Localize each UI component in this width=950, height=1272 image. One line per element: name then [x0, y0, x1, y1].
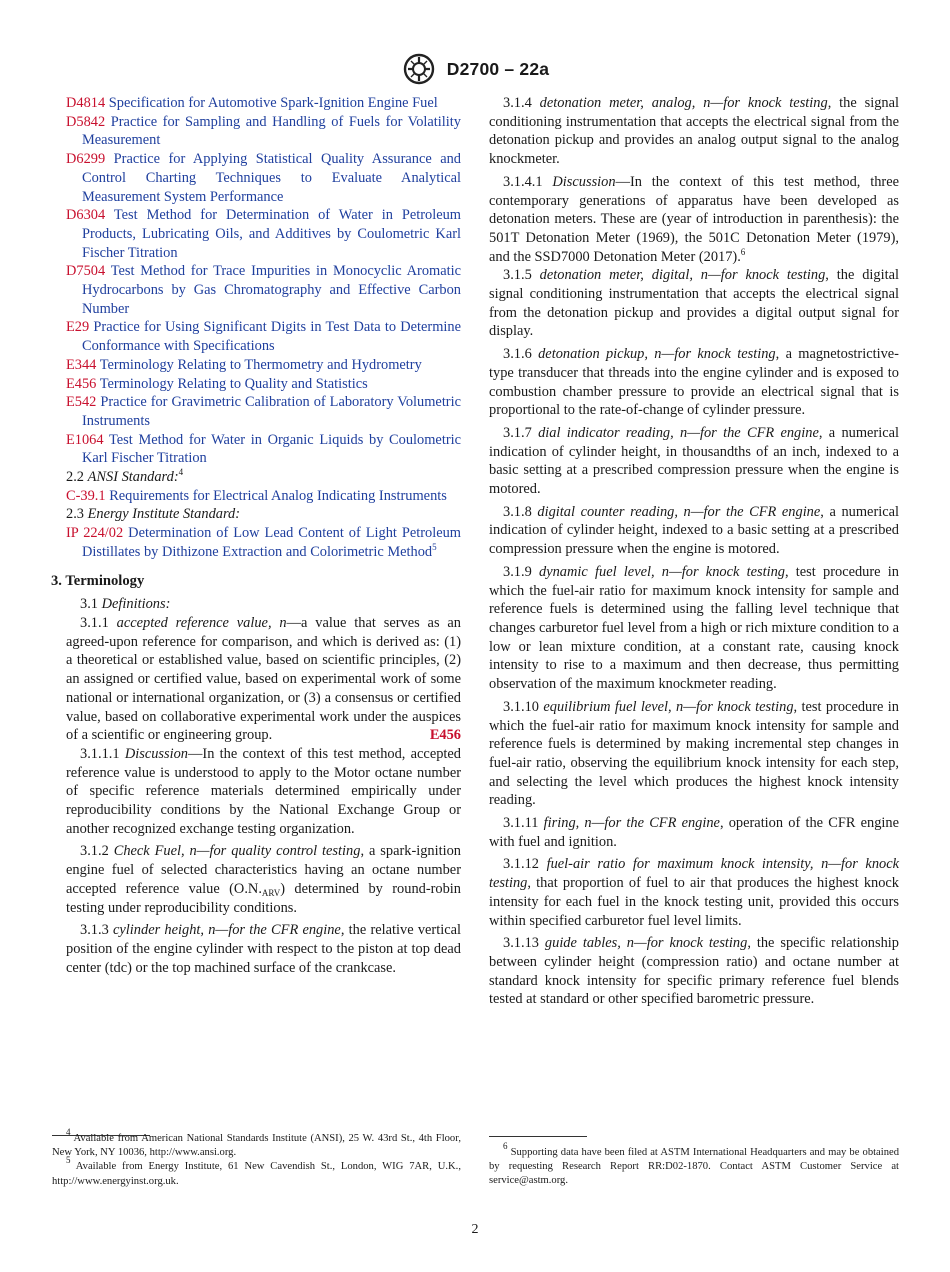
page-number: 2 — [471, 1222, 479, 1237]
reference-title[interactable]: Test Method for Determination of Water in Petroleum Products, Lubricating Oils, and Additives by Coulometric Karl Fischer Titration — [82, 207, 461, 261]
definition-source-ref[interactable]: E456 — [429, 727, 461, 744]
reference-item — [66, 487, 461, 506]
reference-item — [66, 318, 461, 355]
definition-3-1-1: 3.1.1 accepted reference value, n—a value that serves as an agreed-upon reference for comparison, and which is derived as: (1) a theoretical or established value, based on scientific principles, (2) an assigned or certified value, based on experimental work of some national or international organization, or (3) a consensus or certified value, based on collaborative experimental work under the auspices of a scientific or engineering group. — [66, 614, 461, 744]
reference-item — [66, 150, 461, 206]
reference-title[interactable]: Terminology Relating to Quality and Statistics — [99, 375, 368, 392]
astm-logo-icon — [401, 52, 437, 86]
reference-item — [66, 262, 462, 318]
reference-title[interactable]: Practice for Using Significant Digits in Test Data to Determine Conformance with Specifications — [82, 319, 461, 355]
definition-3-1-6: 3.1.6 detonation pickup, n—for knock testing, a magnetostrictive-type transducer that threads into the engine cylinder and is exposed to combustion chamber pressure to provide an electrical signal that is proportional to the rate-of-change of cylinder pressure. — [489, 346, 899, 419]
reference-code[interactable]: C-39.1 — [66, 487, 106, 504]
reference-title[interactable]: Practice for Sampling and Handling of Fuels for Volatility Measurement — [82, 113, 461, 149]
footnote-4: $^4$ Available from American National Standards Institute (ANSI), 25 W. 43rd St., 4th Floor, New York, NY 10036, http://www.ansi.org. — [52, 1127, 461, 1159]
reference-code[interactable]: D6299 — [66, 151, 106, 168]
discussion-3-1-4-1: 3.1.4.1 Discussion—In the context of this test method, three contemporary generations of apparatus have been developed as detonation meters. These are (year of introduction in parenthesis): the 501T Detonation Meter (1969), the 501C Detonation Meter (1979), and the SSD7000 Detonation Meter (2017).$^6$ — [489, 173, 899, 265]
reference-code[interactable]: E1064 — [66, 431, 104, 448]
reference-item — [66, 113, 461, 150]
reference-code[interactable]: E29 — [66, 319, 90, 336]
definition-3-1-9: 3.1.9 dynamic fuel level, n—for knock testing, test procedure in which the fuel-air ratio for maximum knock intensity for sample and reference fuels is determined using the falling level technique that changes carburetor fuel level from a high or rich mixture condition to a low or lean mixture condition, at a constant rate, causing knock intensity to rise to a maximum and then decrease, thus permitting observation of the maximum knockmeter reading. — [489, 563, 899, 693]
reference-code[interactable]: E542 — [66, 394, 97, 411]
reference-code[interactable]: E456 — [66, 375, 97, 392]
definition-3-1-10: 3.1.10 equilibrium fuel level, n—for knock testing, test procedure in which the fuel-air ratio for maximum knock intensity for sample and reference fuels is determined by making incremental step changes in fuel-air ratio, observing the equilibrium knock intensity for each step, and selecting the level which produces the highest knock intensity reading. — [489, 698, 899, 809]
footnote-divider — [489, 1136, 587, 1137]
reference-title[interactable]: Practice for Applying Statistical Quality Assurance and Control Charting Techniques to Evaluate Analytical Measurement System Performance — [82, 151, 461, 205]
reference-title[interactable]: Test Method for Water in Organic Liquids by Coulometric Karl Fischer Titration — [82, 431, 461, 467]
reference-code[interactable]: D4814 — [66, 95, 106, 111]
reference-item — [66, 206, 461, 262]
standard-designation: D2700 – 22a — [446, 58, 550, 79]
footnote-6: $^6$ Supporting data have been filed at ASTM International Headquarters and may be obtained by requesting Research Report RR:D02-1870. Contact ASTM Customer Service at service@astm.org. — [489, 1141, 899, 1187]
section-heading: 3. Terminology — [51, 572, 145, 589]
reference-code[interactable]: IP 224/02 — [66, 525, 124, 542]
discussion-3-1-1-1: 3.1.1.1 Discussion—In the context of this test method, accepted reference value is understood to apply to the Motor octane number of specific reference materials determined empirically under reproducibility conditions by the National Exchange Group or another recognized exchange testing organization. — [66, 745, 461, 837]
ansi-standard-heading: 2.2 ANSI Standard:$^4$ — [66, 467, 184, 486]
reference-item — [66, 375, 461, 394]
reference-code[interactable]: D5842 — [66, 113, 106, 130]
definition-3-1-2: 3.1.2 Check Fuel, n—for quality control testing, a spark-ignition engine fuel of selected characteristics having an octane number accepted reference value $(O.N._{ARV})$ determined by round-robin testing under reproducibility conditions. — [66, 843, 462, 916]
reference-item — [66, 393, 461, 430]
page-header — [0, 52, 950, 86]
ei-standard-heading: 2.3 Energy Institute Standard: — [66, 506, 241, 523]
footnotes-left — [52, 1127, 461, 1189]
reference-item — [66, 94, 461, 113]
right-column — [489, 94, 899, 1009]
definition-3-1-11: 3.1.11 firing, n—for the CFR engine, operation of the CFR engine with fuel and ignition. — [489, 815, 899, 850]
definition-3-1-5: 3.1.5 detonation meter, digital, n—for knock testing, the digital signal conditioning instrumentation that accepts the electrical signal from the detonation pickup and provides a digital output signal for display. — [489, 267, 899, 340]
reference-item — [66, 356, 461, 375]
reference-item: IP 224/02 Determination of Low Lead Content of Light Petroleum Distillates by Dithizone Extraction and Colorimetric Method$^5$ — [66, 525, 461, 560]
definition-3-1-4: 3.1.4 detonation meter, analog, n—for knock testing, the signal conditioning instrumentation that accepts the electrical signal from the detonation pickup and provides an analog output signal to the analog knockmeter. — [489, 95, 900, 168]
reference-code[interactable]: D6304 — [66, 207, 106, 224]
definitions-heading: 3.1 Definitions: — [80, 596, 171, 613]
definition-3-1-12: 3.1.12 fuel-air ratio for maximum knock intensity, n—for knock testing, that proportion of fuel to air that produces the highest knock intensity for each fuel in the knock testing unit, provided this occurs within specified carburetor fuel level limits. — [489, 856, 899, 929]
reference-item — [66, 431, 461, 468]
reference-code[interactable]: D7504 — [66, 263, 106, 280]
footnotes-right — [489, 1141, 899, 1189]
reference-title[interactable]: Test Method for Trace Impurities in Monocyclic Aromatic Hydrocarbons by Gas Chromatography and Effective Carbon Number — [82, 263, 462, 317]
reference-title[interactable]: Terminology Relating to Thermometry and Hydrometry — [99, 356, 422, 373]
reference-title[interactable]: Determination of Low Lead Content of Light Petroleum Distillates by Dithizone Extraction and Colorimetric Method — [82, 525, 461, 560]
reference-title[interactable]: Specification for Automotive Spark-Ignition Engine Fuel — [108, 95, 438, 111]
definition-3-1-3: 3.1.3 cylinder height, n—for the CFR engine, the relative vertical position of the engine cylinder with respect to the piston at top dead center (tdc) or the top machined surface of the crankcase. — [66, 922, 461, 976]
reference-title[interactable]: Requirements for Electrical Analog Indicating Instruments — [109, 487, 447, 504]
reference-title[interactable]: Practice for Gravimetric Calibration of Laboratory Volumetric Instruments — [82, 394, 461, 429]
definition-3-1-7: 3.1.7 dial indicator reading, n—for the CFR engine, a numerical indication of cylinder height, in thousandths of an inch, indexed to a basic setting at a prescribed compression pressure when the engine is motored. — [489, 424, 899, 498]
left-column — [51, 94, 462, 977]
footnote-5: $^5$ Available from Energy Institute, 61 New Cavendish St., London, WIG 7AR, U.K., http://www.energyinst.org.uk. — [52, 1155, 461, 1187]
definition-3-1-8: 3.1.8 digital counter reading, n—for the CFR engine, a numerical indication of cylinder height, indexed to a basic setting at a prescribed compression pressure when the engine is motored. — [489, 503, 900, 558]
definition-3-1-13: 3.1.13 guide tables, n—for knock testing, the specific relationship between cylinder height (compression ratio) and octane number at standard knock intensity for specific primary reference fuel blends tested at standard or other specified barometric pressure. — [489, 935, 899, 1008]
reference-code[interactable]: E344 — [66, 356, 97, 373]
